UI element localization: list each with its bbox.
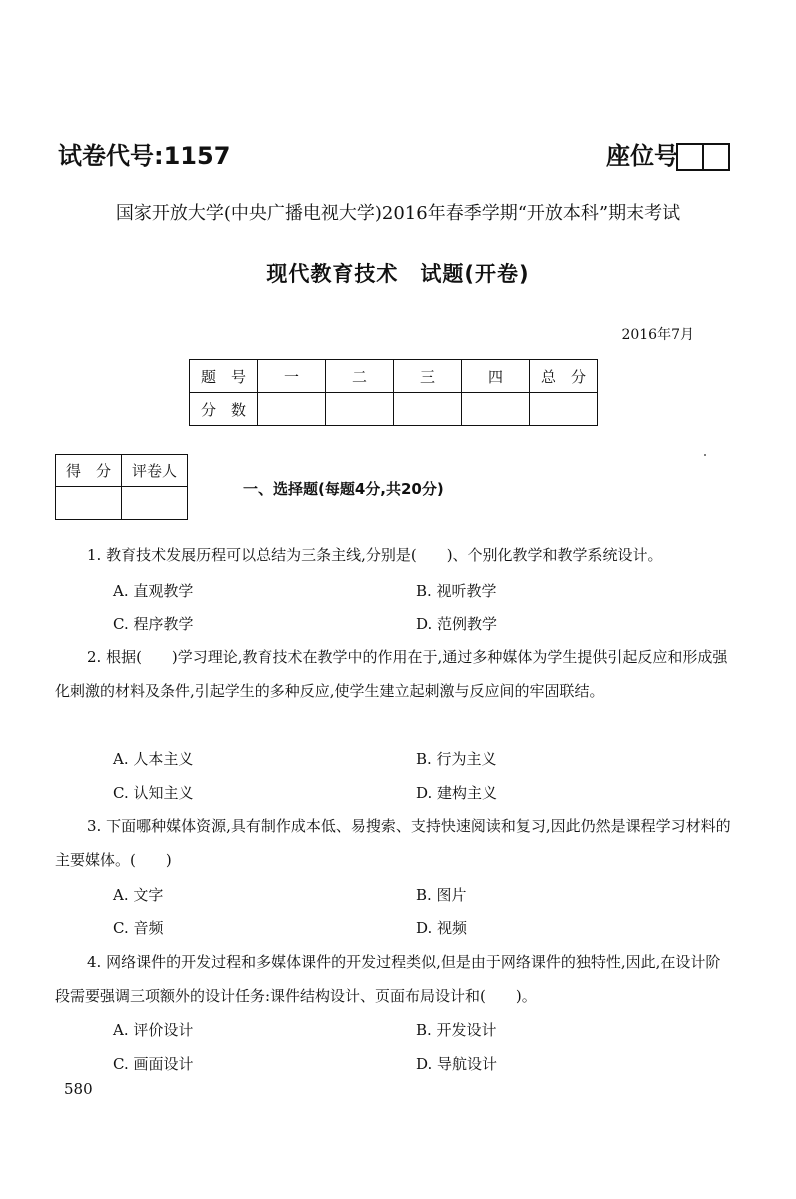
page-number: 580 bbox=[64, 1080, 93, 1098]
question-text: 1. 教育技术发展历程可以总结为三条主线,分别是( )、个别化教学和教学系统设计。 bbox=[87, 546, 663, 564]
question-text: 3. 下面哪种媒体资源,具有制作成本低、易搜索、支持快速阅读和复习,因此仍然是课程学习材料的主要媒体。( ) bbox=[55, 817, 731, 869]
option: D. 导航设计 bbox=[416, 1055, 498, 1073]
score-value-cell bbox=[462, 393, 530, 426]
seat-number bbox=[606, 136, 730, 171]
option: B. 行为主义 bbox=[416, 750, 497, 768]
score-header-cell: 二 bbox=[326, 360, 394, 393]
seat-box bbox=[676, 143, 704, 171]
question-4 bbox=[55, 945, 735, 1013]
score-header-cell: 三 bbox=[394, 360, 462, 393]
option: D. 建构主义 bbox=[416, 784, 498, 802]
seat-label: 座位号 bbox=[606, 142, 678, 170]
option: B. 图片 bbox=[416, 886, 467, 904]
option: A. 人本主义 bbox=[113, 750, 194, 768]
grader-score-cell bbox=[56, 487, 122, 520]
option: D. 视频 bbox=[416, 919, 468, 937]
option: B. 视听教学 bbox=[416, 582, 497, 600]
score-row-label: 分 数 bbox=[190, 393, 258, 426]
paper-code: 试卷代号:1157 bbox=[58, 142, 231, 170]
question-2 bbox=[55, 640, 735, 708]
exam-date: 2016年7月 bbox=[621, 327, 694, 343]
question-1 bbox=[55, 538, 735, 572]
grader-score-label: 得 分 bbox=[56, 455, 122, 487]
score-header-cell: 四 bbox=[462, 360, 530, 393]
option: A. 文字 bbox=[113, 886, 164, 904]
score-header-cell: 一 bbox=[258, 360, 326, 393]
score-value-cell bbox=[326, 393, 394, 426]
option: C. 画面设计 bbox=[113, 1055, 194, 1073]
question-3 bbox=[55, 809, 735, 877]
score-header-cell: 总 分 bbox=[530, 360, 598, 393]
score-header-cell: 题 号 bbox=[190, 360, 258, 393]
option: C. 音频 bbox=[113, 919, 164, 937]
option: C. 程序教学 bbox=[113, 615, 194, 633]
option: A. 直观教学 bbox=[113, 582, 194, 600]
score-table-value-row bbox=[190, 393, 598, 426]
institution-line: 国家开放大学(中央广播电视大学)2016年春季学期“开放本科”期末考试 bbox=[115, 203, 681, 224]
score-value-cell bbox=[530, 393, 598, 426]
exam-title: 现代教育技术 试题(开卷) bbox=[266, 262, 530, 286]
score-value-cell bbox=[394, 393, 462, 426]
grader-name-cell bbox=[122, 487, 188, 520]
question-text: 2. 根据( )学习理论,教育技术在教学中的作用在于,通过多种媒体为学生提供引起反应和形成强化刺激的材料及条件,引起学生的多种反应,使学生建立起刺激与反应间的牢固联结。 bbox=[55, 648, 728, 700]
scan-speck bbox=[704, 454, 706, 456]
score-table-header-row bbox=[190, 360, 598, 393]
option: D. 范例教学 bbox=[416, 615, 498, 633]
seat-box bbox=[702, 143, 730, 171]
score-value-cell bbox=[258, 393, 326, 426]
section-title: 一、选择题(每题4分,共20分) bbox=[243, 480, 444, 498]
score-table bbox=[189, 359, 598, 426]
question-text: 4. 网络课件的开发过程和多媒体课件的开发过程类似,但是由于网络课件的独特性,因此,在设计阶段需要强调三项额外的设计任务:课件结构设计、页面布局设计和( )。 bbox=[55, 953, 721, 1005]
grader-table bbox=[55, 454, 188, 520]
option: B. 开发设计 bbox=[416, 1021, 497, 1039]
option: C. 认知主义 bbox=[113, 784, 194, 802]
grader-name-label: 评卷人 bbox=[122, 455, 188, 487]
option: A. 评价设计 bbox=[113, 1021, 194, 1039]
